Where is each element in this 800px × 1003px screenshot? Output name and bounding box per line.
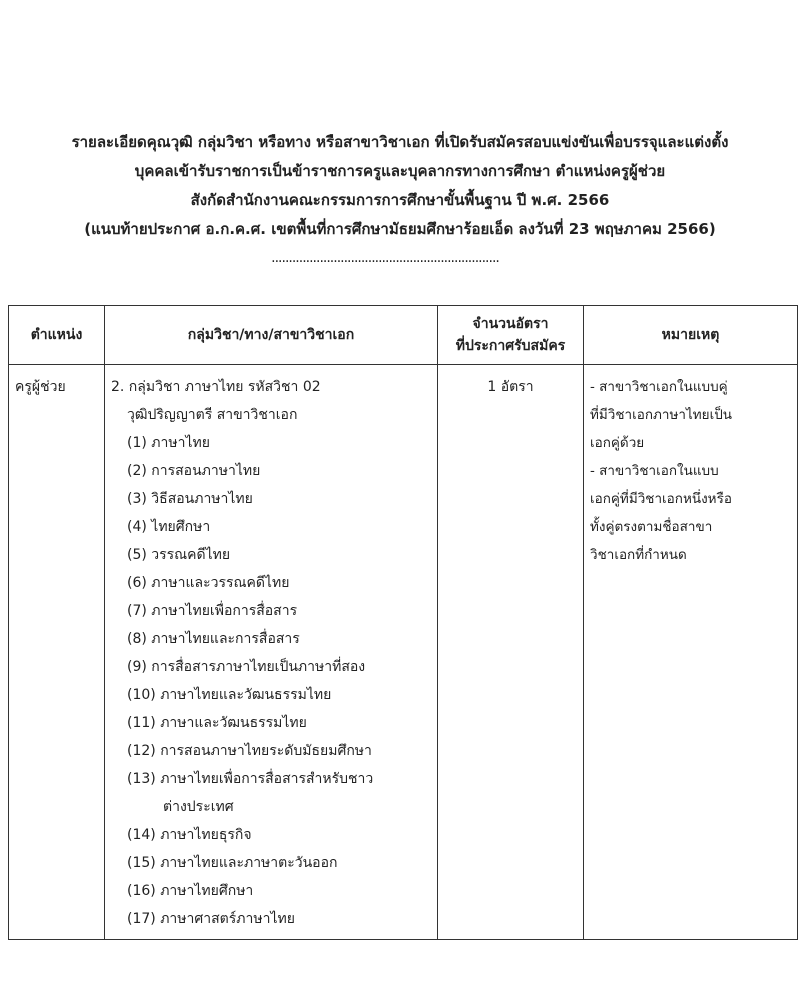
major-item: (10) ภาษาไทยและวัฒนธรรมไทย [127,687,332,703]
header-major: กลุ่มวิชา/ทาง/สาขาวิชาเอก [105,306,438,365]
group-line: 2. กลุ่มวิชา ภาษาไทย รหัสวิชา 02 [111,379,321,395]
note-line: เอกคู่ที่มีวิชาเอกหนึ่งหรือ [590,491,732,507]
position-cell: ครูผู้ช่วย [9,365,105,940]
note-line: ที่มีวิชาเอกภาษาไทยเป็น [590,407,732,423]
major-item: (12) การสอนภาษาไทยระดับมัธยมศึกษา [127,743,372,759]
header-count-line2: ที่ประกาศรับสมัคร [455,338,566,354]
major-item: (14) ภาษาไทยธุรกิจ [127,827,252,843]
major-item: (4) ไทยศึกษา [127,519,211,535]
title-line: สังกัดสำนักงานคณะกรรมการการศึกษาขั้นพื้นฐาน ปี พ.ศ. 2566 [190,191,610,209]
major-item: (13) ภาษาไทยเพื่อการสื่อสารสำหรับชาว [127,771,374,787]
header-row [9,306,798,365]
major-item: (17) ภาษาศาสตร์ภาษาไทย [127,911,295,927]
note-line: - สาขาวิชาเอกในแบบ [590,463,719,479]
major-cell [105,365,438,940]
major-item: (1) ภาษาไทย [127,435,210,451]
major-item: (9) การสื่อสารภาษาไทยเป็นภาษาที่สอง [127,659,366,675]
header-count-line1: จำนวนอัตรา [472,316,549,332]
header-count [438,306,584,365]
notes-cell [584,365,798,940]
note-line: - สาขาวิชาเอกในแบบคู่ [590,379,728,395]
major-item: (8) ภาษาไทยและการสื่อสาร [127,631,300,647]
title-line: (แนบท้ายประกาศ อ.ก.ค.ศ. เขตพื้นที่การศึกษามัธยมศึกษาร้อยเอ็ด ลงวันที่ 23 พฤษภาคม 2566) [84,220,716,238]
header-notes: หมายเหตุ [584,306,798,365]
count-cell: 1 อัตรา [438,365,584,940]
separator: .................................................................. [271,250,499,266]
major-item: (5) วรรณคดีไทย [127,547,231,563]
major-item: (16) ภาษาไทยศึกษา [127,883,254,899]
major-item: (15) ภาษาไทยและภาษาตะวันออก [127,855,338,871]
document-title [0,128,800,244]
note-line: เอกคู่ด้วย [590,435,645,451]
table-row [9,365,798,940]
title-line: รายละเอียดคุณวุฒิ กลุ่มวิชา หรือทาง หรือสาขาวิชาเอก ที่เปิดรับสมัครสอบแข่งขันเพื่อบรรจุและแต่งตั้ง [71,133,729,151]
major-item: (6) ภาษาและวรรณคดีไทย [127,575,290,591]
major-item: (7) ภาษาไทยเพื่อการสื่อสาร [127,603,298,619]
major-item: (11) ภาษาและวัฒนธรรมไทย [127,715,307,731]
header-position: ตำแหน่ง [9,306,105,365]
major-item: (2) การสอนภาษาไทย [127,463,261,479]
major-item: ต่างประเทศ [163,799,234,815]
qualification-table [8,305,798,940]
note-line: ทั้งคู่ตรงตามชื่อสาขา [590,519,713,535]
note-line: วิชาเอกที่กำหนด [590,547,687,563]
major-item: (3) วิธีสอนภาษาไทย [127,491,253,507]
title-line: บุคคลเข้ารับราชการเป็นข้าราชการครูและบุคลากรทางการศึกษา ตำแหน่งครูผู้ช่วย [134,162,666,180]
degree-line: วุฒิปริญญาตรี สาขาวิชาเอก [127,407,298,423]
